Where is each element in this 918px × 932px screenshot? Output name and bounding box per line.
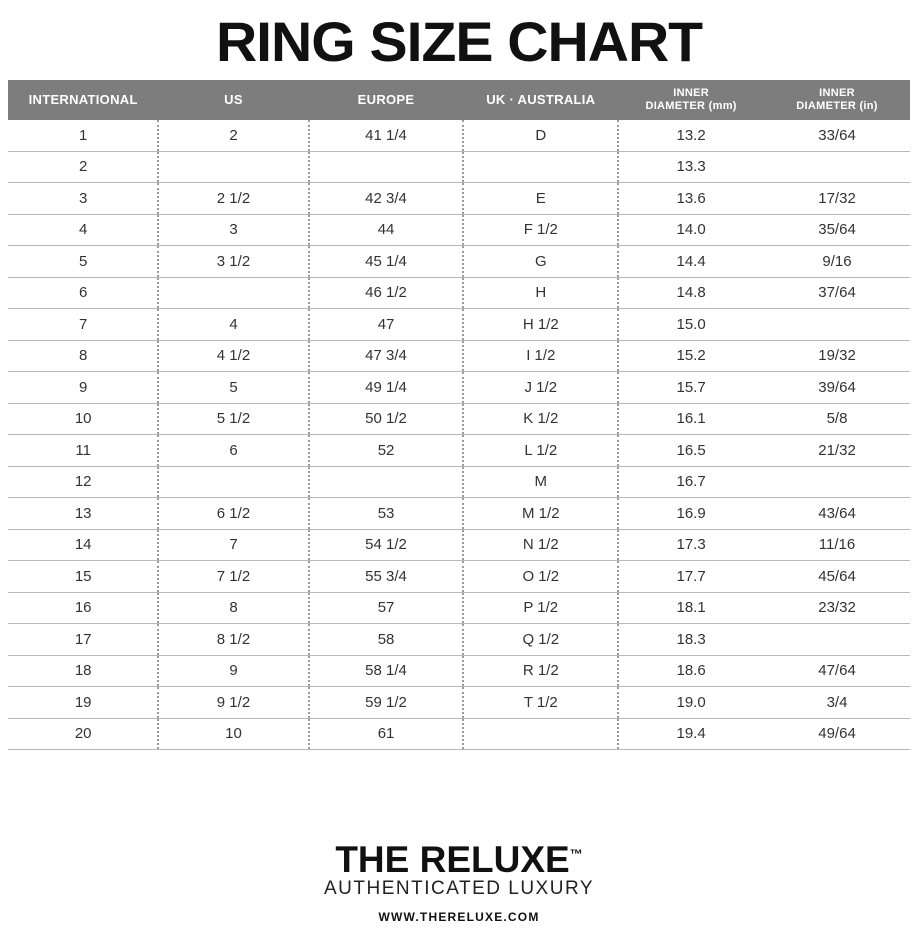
cell-international: 14	[8, 529, 158, 561]
cell-inner_mm: 18.3	[618, 624, 764, 656]
cell-inner_in: 19/32	[764, 340, 910, 372]
cell-inner_mm: 15.7	[618, 372, 764, 404]
cell-us: 9	[158, 655, 308, 687]
cell-inner_mm: 17.3	[618, 529, 764, 561]
cell-inner_mm: 16.7	[618, 466, 764, 498]
cell-us: 7	[158, 529, 308, 561]
website-url: WWW.THERELUXE.COM	[378, 910, 540, 924]
cell-us: 6	[158, 435, 308, 467]
cell-us: 7 1/2	[158, 561, 308, 593]
cell-uk_australia: D	[463, 120, 618, 151]
column-header-inner-diameter-in-line2: DIAMETER (in)	[796, 100, 878, 112]
cell-uk_australia: N 1/2	[463, 529, 618, 561]
cell-inner_mm: 14.8	[618, 277, 764, 309]
cell-us: 2	[158, 120, 308, 151]
table-header	[8, 80, 910, 120]
cell-europe: 61	[309, 718, 464, 750]
cell-international: 9	[8, 372, 158, 404]
cell-inner_in: 43/64	[764, 498, 910, 530]
cell-inner_in	[764, 309, 910, 341]
cell-europe: 42 3/4	[309, 183, 464, 215]
cell-inner_mm: 19.0	[618, 687, 764, 719]
cell-uk_australia: I 1/2	[463, 340, 618, 372]
cell-uk_australia: P 1/2	[463, 592, 618, 624]
table-row	[8, 592, 910, 624]
column-header-inner-diameter-in-line1: INNER	[819, 87, 855, 100]
table-row	[8, 246, 910, 278]
cell-us: 2 1/2	[158, 183, 308, 215]
cell-inner_mm: 15.0	[618, 309, 764, 341]
cell-europe: 53	[309, 498, 464, 530]
cell-inner_in: 33/64	[764, 120, 910, 151]
cell-europe: 41 1/4	[309, 120, 464, 151]
cell-inner_mm: 15.2	[618, 340, 764, 372]
ring-size-table	[8, 80, 910, 750]
column-header-inner-diameter-mm-line2: DIAMETER (mm)	[645, 100, 737, 112]
cell-europe: 50 1/2	[309, 403, 464, 435]
cell-us: 5 1/2	[158, 403, 308, 435]
cell-inner_mm: 17.7	[618, 561, 764, 593]
cell-europe: 54 1/2	[309, 529, 464, 561]
table-row	[8, 624, 910, 656]
cell-inner_in: 37/64	[764, 277, 910, 309]
table-row	[8, 183, 910, 215]
table-row	[8, 561, 910, 593]
table-row	[8, 403, 910, 435]
cell-us: 5	[158, 372, 308, 404]
cell-europe: 55 3/4	[309, 561, 464, 593]
cell-inner_in: 35/64	[764, 214, 910, 246]
cell-international: 4	[8, 214, 158, 246]
cell-us: 3	[158, 214, 308, 246]
cell-uk_australia: J 1/2	[463, 372, 618, 404]
cell-uk_australia: H	[463, 277, 618, 309]
cell-inner_in	[764, 624, 910, 656]
table-row	[8, 151, 910, 183]
table-row	[8, 309, 910, 341]
cell-uk_australia: F 1/2	[463, 214, 618, 246]
cell-us	[158, 277, 308, 309]
cell-uk_australia: R 1/2	[463, 655, 618, 687]
cell-europe: 49 1/4	[309, 372, 464, 404]
cell-inner_in: 9/16	[764, 246, 910, 278]
cell-uk_australia: L 1/2	[463, 435, 618, 467]
cell-inner_mm: 16.5	[618, 435, 764, 467]
cell-europe: 58 1/4	[309, 655, 464, 687]
cell-inner_mm: 13.2	[618, 120, 764, 151]
cell-international: 18	[8, 655, 158, 687]
cell-inner_mm: 18.6	[618, 655, 764, 687]
table-row	[8, 687, 910, 719]
cell-international: 17	[8, 624, 158, 656]
cell-europe: 47 3/4	[309, 340, 464, 372]
cell-inner_in: 45/64	[764, 561, 910, 593]
cell-europe: 46 1/2	[309, 277, 464, 309]
table-row	[8, 277, 910, 309]
cell-inner_in: 23/32	[764, 592, 910, 624]
cell-international: 5	[8, 246, 158, 278]
column-header-inner-diameter-in	[764, 80, 910, 120]
cell-inner_in: 3/4	[764, 687, 910, 719]
column-header-inner-diameter-mm	[618, 80, 764, 120]
cell-europe: 59 1/2	[309, 687, 464, 719]
cell-international: 19	[8, 687, 158, 719]
cell-inner_mm: 14.0	[618, 214, 764, 246]
cell-international: 1	[8, 120, 158, 151]
cell-us	[158, 151, 308, 183]
table-row	[8, 466, 910, 498]
footer	[0, 841, 918, 924]
cell-uk_australia: O 1/2	[463, 561, 618, 593]
cell-uk_australia: G	[463, 246, 618, 278]
cell-inner_in	[764, 466, 910, 498]
cell-inner_in: 5/8	[764, 403, 910, 435]
cell-international: 7	[8, 309, 158, 341]
cell-europe: 58	[309, 624, 464, 656]
cell-inner_mm: 18.1	[618, 592, 764, 624]
cell-europe	[309, 466, 464, 498]
cell-us: 6 1/2	[158, 498, 308, 530]
column-header-us: US	[158, 80, 308, 120]
table-row	[8, 529, 910, 561]
cell-international: 10	[8, 403, 158, 435]
table-row	[8, 120, 910, 151]
cell-uk_australia: Q 1/2	[463, 624, 618, 656]
cell-uk_australia: H 1/2	[463, 309, 618, 341]
table-header-row	[8, 80, 910, 120]
cell-inner_in: 47/64	[764, 655, 910, 687]
table-row	[8, 340, 910, 372]
cell-international: 11	[8, 435, 158, 467]
cell-europe: 47	[309, 309, 464, 341]
cell-us: 3 1/2	[158, 246, 308, 278]
cell-us	[158, 466, 308, 498]
table-row	[8, 435, 910, 467]
table-row	[8, 498, 910, 530]
cell-uk_australia: K 1/2	[463, 403, 618, 435]
cell-uk_australia: M 1/2	[463, 498, 618, 530]
ring-size-chart-page	[0, 10, 918, 932]
column-header-uk-australia: UK · AUSTRALIA	[463, 80, 618, 120]
cell-international: 13	[8, 498, 158, 530]
column-header-international: INTERNATIONAL	[8, 80, 158, 120]
cell-europe: 45 1/4	[309, 246, 464, 278]
cell-international: 20	[8, 718, 158, 750]
cell-us: 8	[158, 592, 308, 624]
cell-inner_in	[764, 151, 910, 183]
cell-inner_mm: 16.1	[618, 403, 764, 435]
cell-international: 15	[8, 561, 158, 593]
cell-us: 4	[158, 309, 308, 341]
cell-us: 4 1/2	[158, 340, 308, 372]
cell-inner_mm: 13.6	[618, 183, 764, 215]
brand-name-text: THE RELUXE	[335, 839, 570, 881]
column-header-inner-diameter-mm-line1: INNER	[673, 87, 709, 100]
cell-us: 8 1/2	[158, 624, 308, 656]
cell-international: 2	[8, 151, 158, 183]
cell-europe: 52	[309, 435, 464, 467]
cell-uk_australia: T 1/2	[463, 687, 618, 719]
cell-europe	[309, 151, 464, 183]
cell-uk_australia: E	[463, 183, 618, 215]
cell-inner_mm: 16.9	[618, 498, 764, 530]
cell-us: 9 1/2	[158, 687, 308, 719]
brand-tagline: AUTHENTICATED LUXURY	[324, 878, 594, 899]
table-row	[8, 655, 910, 687]
cell-inner_mm: 14.4	[618, 246, 764, 278]
cell-inner_mm: 13.3	[618, 151, 764, 183]
cell-inner_in: 17/32	[764, 183, 910, 215]
cell-uk_australia: M	[463, 466, 618, 498]
cell-europe: 57	[309, 592, 464, 624]
cell-inner_mm: 19.4	[618, 718, 764, 750]
table-row	[8, 372, 910, 404]
trademark-symbol: ™	[569, 846, 583, 862]
cell-inner_in: 11/16	[764, 529, 910, 561]
cell-us: 10	[158, 718, 308, 750]
cell-international: 8	[8, 340, 158, 372]
table-row	[8, 214, 910, 246]
cell-international: 3	[8, 183, 158, 215]
cell-inner_in: 21/32	[764, 435, 910, 467]
brand-name	[335, 841, 582, 880]
cell-europe: 44	[309, 214, 464, 246]
table-row	[8, 718, 910, 750]
cell-international: 6	[8, 277, 158, 309]
page-title: RING SIZE CHART	[215, 10, 703, 73]
cell-international: 12	[8, 466, 158, 498]
cell-international: 16	[8, 592, 158, 624]
table-body	[8, 120, 910, 750]
cell-uk_australia	[463, 718, 618, 750]
cell-inner_in: 49/64	[764, 718, 910, 750]
cell-inner_in: 39/64	[764, 372, 910, 404]
cell-uk_australia	[463, 151, 618, 183]
column-header-europe: EUROPE	[309, 80, 464, 120]
